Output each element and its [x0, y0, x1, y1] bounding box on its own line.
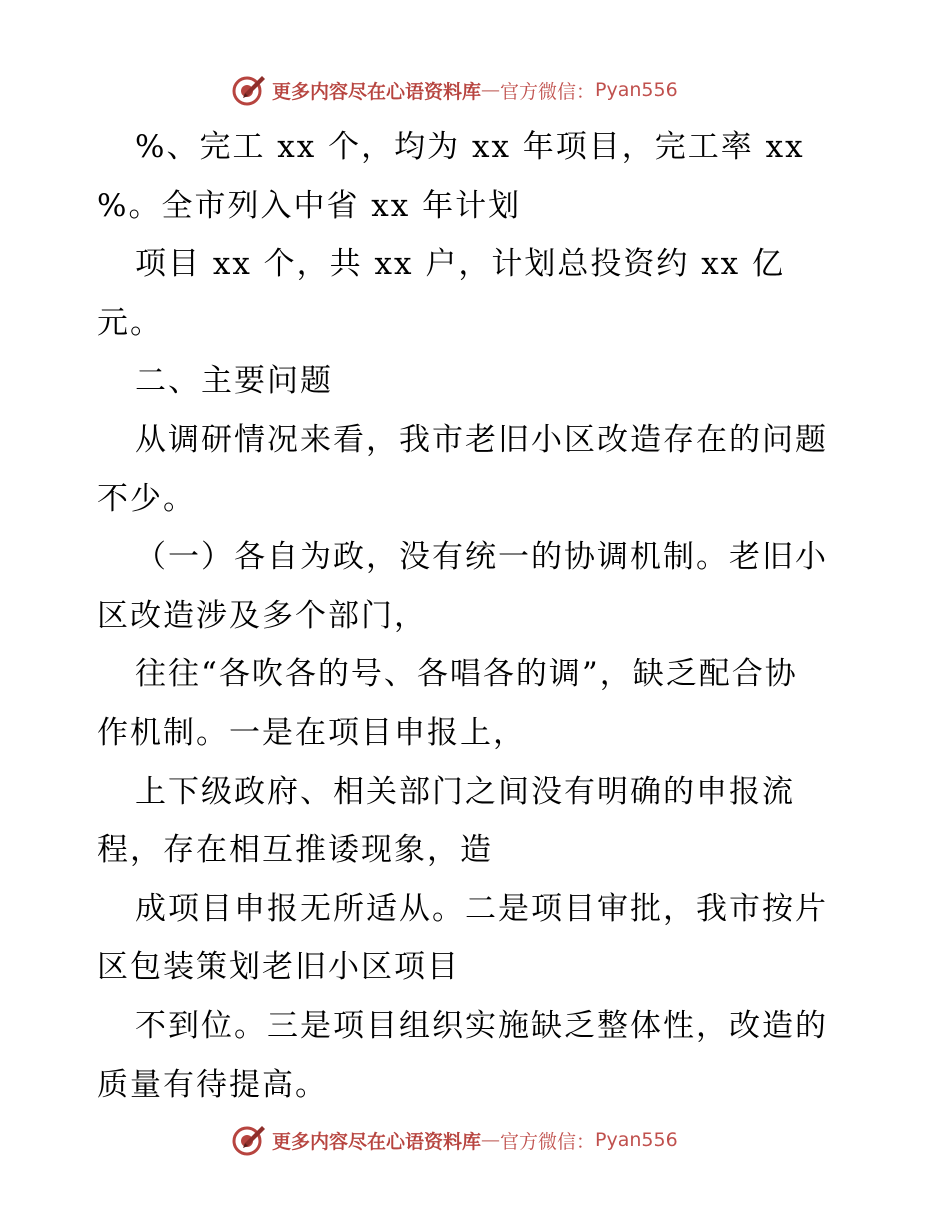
text-line: 上下级政府、相关部门之间没有明确的申报流	[135, 773, 795, 810]
text-line: %、完工 xx 个，均为 xx 年项目，完工率 xx	[135, 129, 805, 165]
footer-banner	[232, 1120, 712, 1160]
text-line: 作机制。一是在项目申报上，	[97, 714, 526, 751]
text-line: 元。	[97, 304, 163, 341]
pen-logo-icon	[232, 73, 266, 107]
text-line: 区改造涉及多个部门，	[97, 597, 427, 634]
text-line: 质量有待提高。	[97, 1066, 328, 1103]
text-line: 不少。	[97, 480, 196, 517]
banner-dash: —	[481, 1129, 501, 1151]
banner-sub-text: 官方微信：	[500, 80, 596, 103]
text-line: 往往“各吹各的号、各唱各的调”，缺乏配合协	[135, 656, 798, 693]
banner-main-text: 更多内容尽在心语资料库	[272, 1130, 482, 1153]
banner-wechat-id: Pyan556	[595, 1129, 678, 1151]
text-line: 区包装策划老旧小区项目	[97, 949, 460, 986]
banner-dash: —	[481, 79, 501, 101]
text-line: 项目 xx 个，共 xx 户，计划总投资约 xx 亿	[135, 246, 786, 283]
text-line: %。全市列入中省 xx 年计划	[97, 187, 522, 224]
banner-wechat-id: Pyan556	[595, 79, 678, 101]
text-line: 成项目申报无所适从。二是项目审批，我市按片	[135, 890, 828, 927]
pen-logo-icon	[232, 1123, 266, 1157]
banner-sub-text: 官方微信：	[500, 1130, 596, 1153]
subsection-heading: （一）各自为政，没有统一的协调机制。老旧小	[135, 539, 828, 576]
document-body	[97, 118, 857, 1114]
section-heading: 二、主要问题	[135, 363, 333, 400]
header-banner	[232, 70, 712, 110]
banner-main-text: 更多内容尽在心语资料库	[272, 80, 482, 103]
text-line: 从调研情况来看，我市老旧小区改造存在的问题	[135, 421, 828, 458]
text-line: 不到位。三是项目组织实施缺乏整体性，改造的	[135, 1007, 828, 1044]
text-line: 程，存在相互推诿现象，造	[97, 832, 493, 869]
